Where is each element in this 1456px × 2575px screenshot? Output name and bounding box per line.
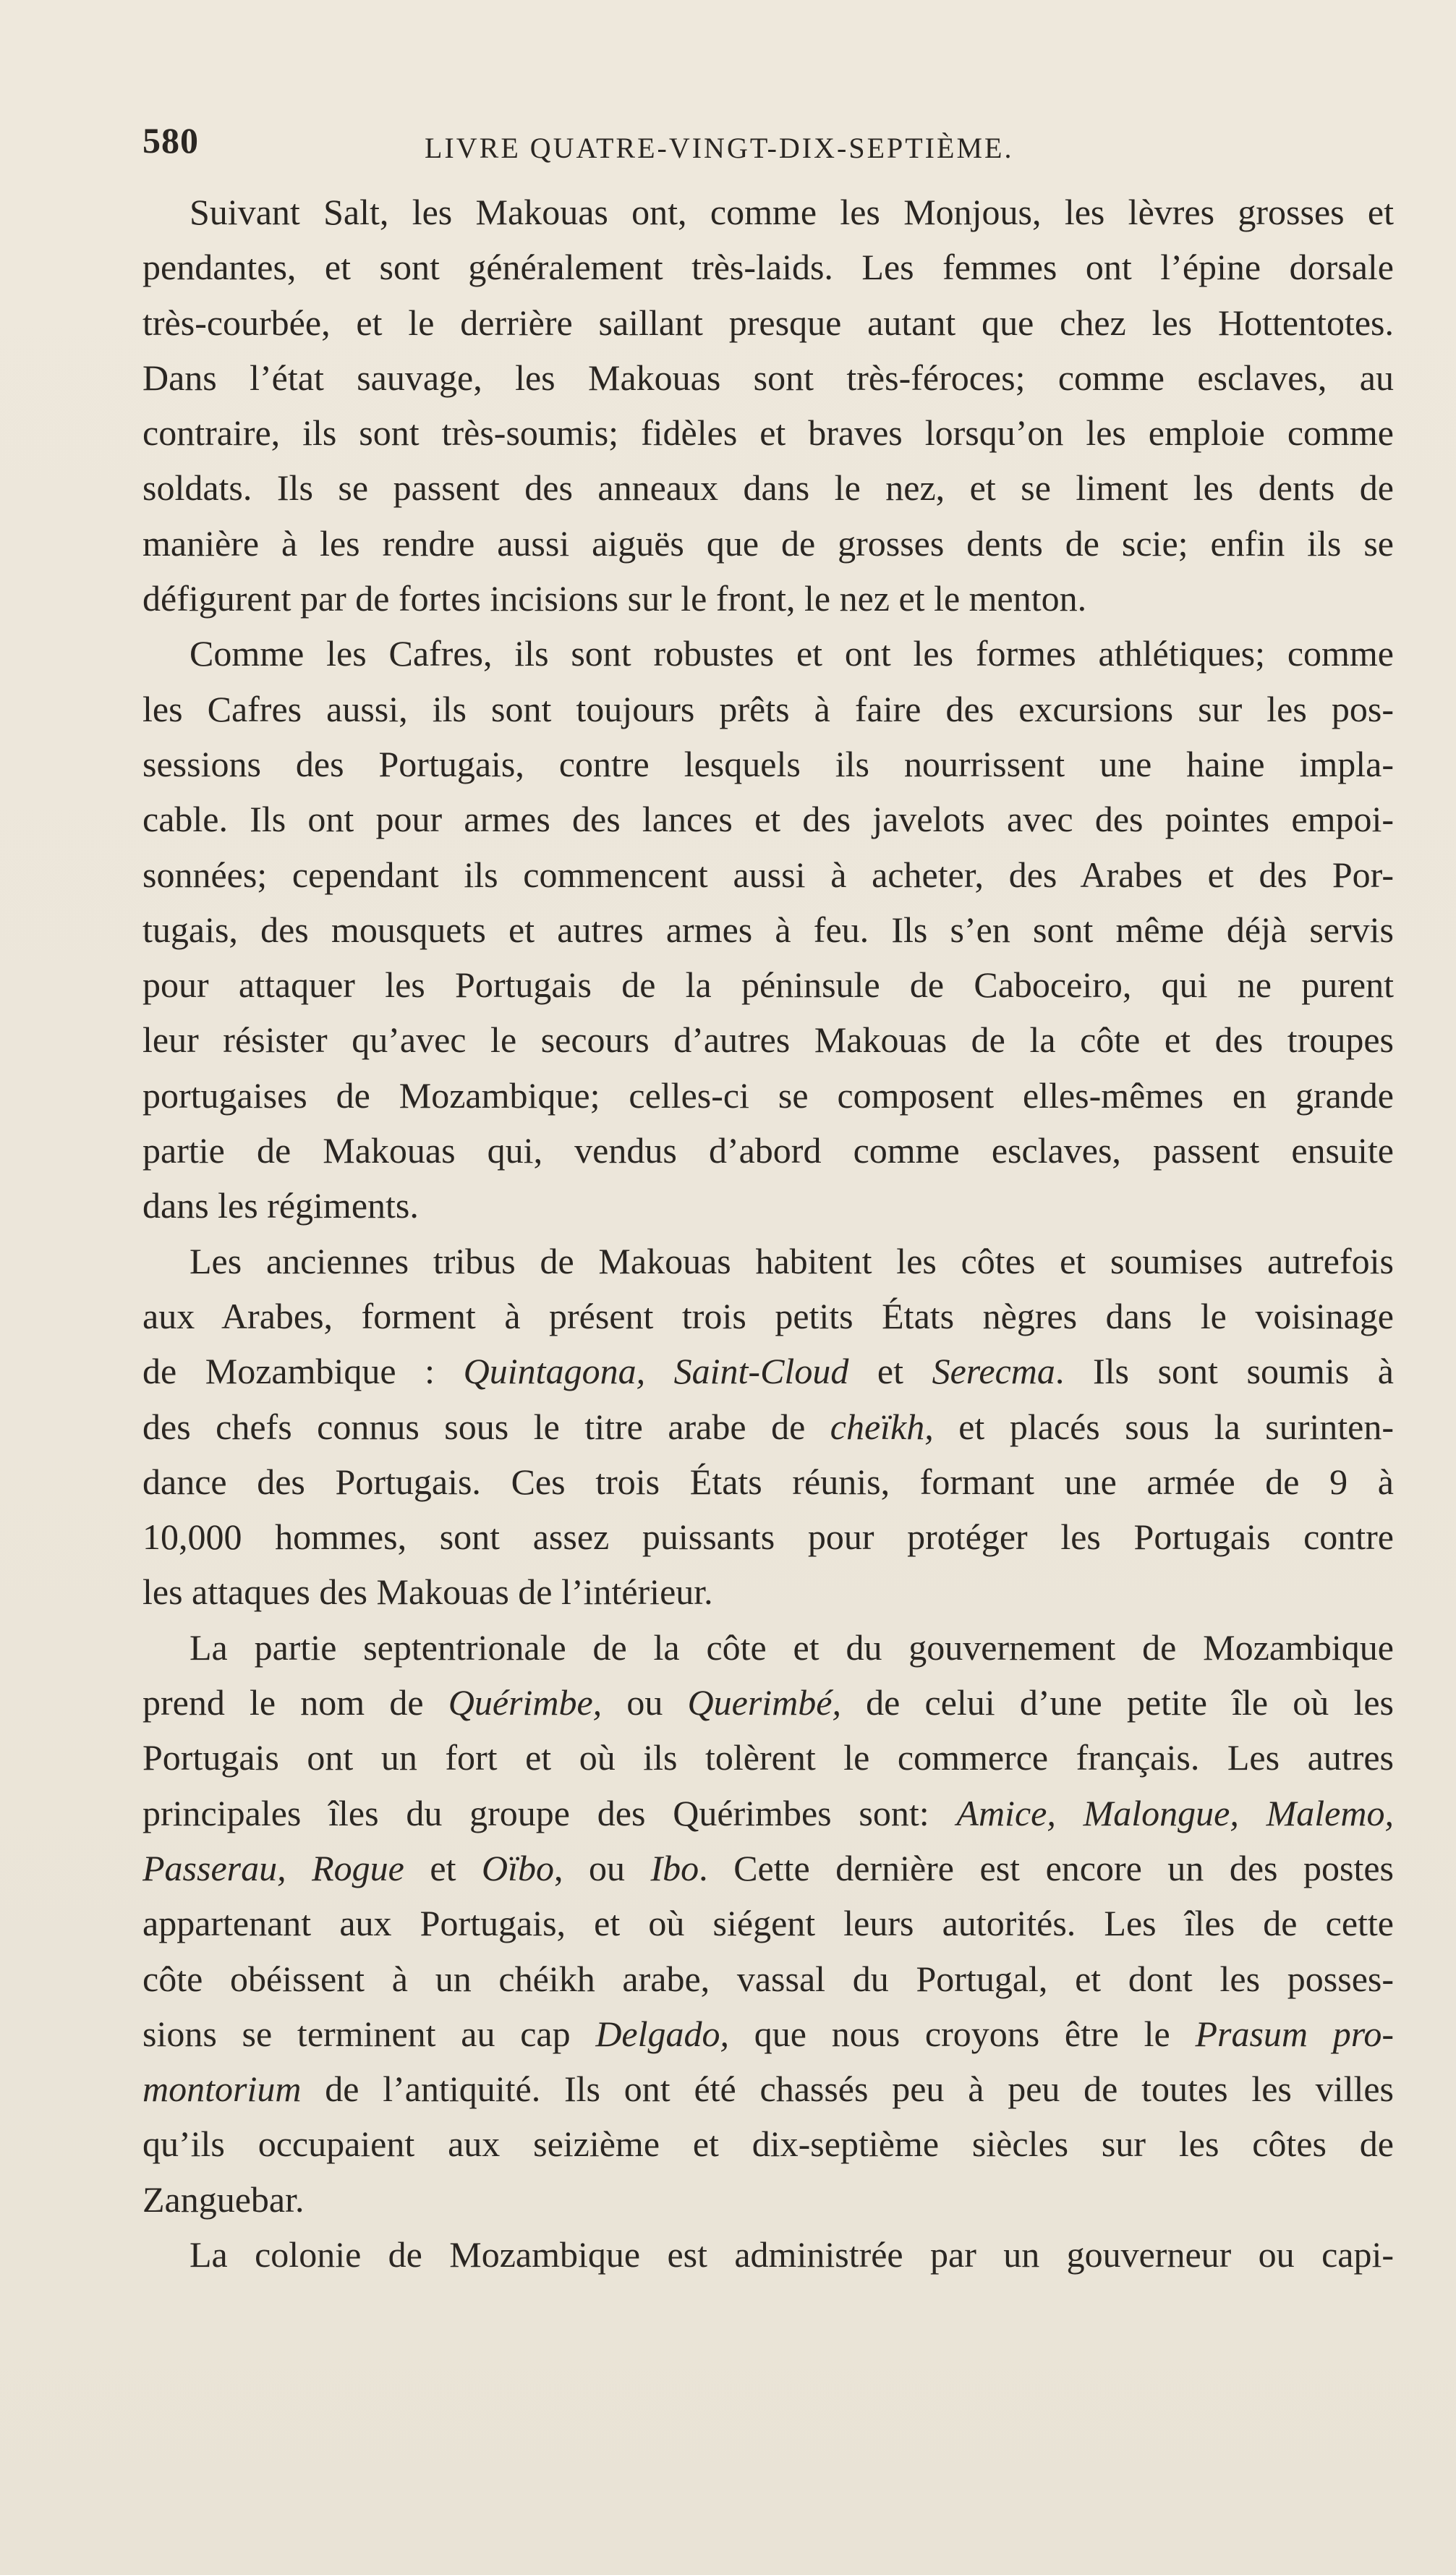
running-title: LIVRE QUATRE-VINGT-DIX-SEPTIÈME. (425, 132, 1014, 164)
text-line: les Cafres aussi, ils sont toujours prêts à faire des excursions sur les pos- (142, 688, 1394, 729)
text-line: Suivant Salt, les Makouas ont, comme les Monjous, les lèvres grosses et (190, 192, 1394, 232)
text-run: et (404, 1847, 482, 1888)
body-text (142, 184, 1394, 2282)
text-line: portugaises de Mozambique; celles-ci se composent elles-mêmes en grande (142, 1074, 1394, 1116)
text-line: pour attaquer les Portugais de la péninsule de Caboceiro, qui ne purent (142, 964, 1394, 1006)
text-run: ou (602, 1682, 688, 1723)
text-line: 10,000 hommes, sont assez puissants pour protéger les Portugais contre (142, 1516, 1394, 1558)
text-line: qu’ils occupaient aux seizième et dix-septième siècles sur les côtes de (142, 2124, 1394, 2165)
text-line (142, 1786, 1394, 1841)
place-names: Quintagona, Saint-Cloud (463, 1351, 849, 1392)
place-name: Ibo (650, 1847, 699, 1888)
text-line: leur résister qu’avec le secours d’autres Makouas de la côte et des troupes (142, 1019, 1394, 1061)
text-run: prend le nom de (142, 1682, 448, 1723)
page-header (142, 119, 1394, 170)
text-line: pendantes, et sont généralement très-laids. Les femmes ont l’épine dorsale (142, 247, 1394, 288)
page-number: 580 (142, 120, 199, 161)
text-line: les attaques des Makouas de l’intérieur. (142, 1571, 713, 1613)
text-line: soldats. Ils se passent des anneaux dans le nez, et se liment les dents de (142, 467, 1394, 509)
latin-term: montorium (142, 2069, 302, 2110)
text-line: La partie septentrionale de la côte et du gouvernement de Mozambique (190, 1626, 1394, 1668)
place-names: Passerau, Rogue (142, 1847, 404, 1888)
text-line: dans les régiments. (142, 1185, 419, 1226)
text-line: contraire, ils sont très-soumis; fidèles et braves lorsqu’on les emploie comme (142, 412, 1394, 454)
place-name: Querimbé, (687, 1682, 841, 1723)
text-line: appartenant aux Portugais, et où siégent leurs autorités. Les îles de cette (142, 1903, 1394, 1944)
text-line: aux Arabes, forment à présent trois petits États nègres dans le voisinage (142, 1295, 1394, 1336)
text-line: dance des Portugais. Ces trois États réunis, formant une armée de 9 à (142, 1461, 1394, 1502)
text-line: manière à les rendre aussi aiguës que de grosses dents de scie; enfin ils se (142, 522, 1394, 564)
text-line: cable. Ils ont pour armes des lances et des javelots avec des pointes empoi- (142, 799, 1394, 840)
text-run: et placés sous la surinten- (933, 1406, 1394, 1447)
place-names: Amice, Malongue, Malemo, (956, 1792, 1394, 1833)
text-line (142, 1344, 1394, 1399)
text-line: sonnées; cependant ils commencent aussi à acheter, des Arabes et des Por- (142, 854, 1394, 895)
place-name: Quérimbe, (448, 1682, 603, 1723)
text-line: Les anciennes tribus de Makouas habitent les côtes et soumises autrefois (190, 1240, 1394, 1281)
text-line (142, 1675, 1394, 1730)
title-term: cheïkh, (830, 1406, 934, 1447)
text-line (142, 1841, 1394, 1896)
place-name: Oïbo (481, 1847, 554, 1888)
text-line: tugais, des mousquets et autres armes à feu. Ils s’en sont même déjà servis (142, 909, 1394, 950)
text-line: Portugais ont un fort et où ils tolèrent le commerce français. Les autres (142, 1737, 1394, 1778)
text-line (142, 2061, 1394, 2116)
text-run: . Cette dernière est encore un des postes (699, 1847, 1394, 1888)
text-line: très-courbée, et le derrière saillant presque autant que chez les Hottentotes. (142, 302, 1394, 343)
text-line: défigurent par de fortes incisions sur le front, le nez et le menton. (142, 578, 1087, 619)
text-line: Zanguebar. (142, 2179, 305, 2220)
text-line: Comme les Cafres, ils sont robustes et ont les formes athlétiques; comme (190, 633, 1394, 674)
text-run: principales îles du groupe des Quérimbes sont: (142, 1792, 957, 1833)
text-line: La colonie de Mozambique est administrée par un gouverneur ou capi- (190, 2233, 1394, 2275)
place-name: Serecma (932, 1351, 1055, 1392)
text-run: , ou (553, 1847, 651, 1888)
text-run: de l’antiquité. Ils ont été chassés peu à peu de toutes les villes (301, 2069, 1394, 2110)
text-run: des chefs connus sous le titre arabe de (142, 1406, 830, 1447)
place-name: Delgado, (595, 2013, 730, 2054)
text-run: de Mozambique : (142, 1351, 464, 1392)
text-line: sessions des Portugais, contre lesquels ils nourrissent une haine impla- (142, 743, 1394, 784)
text-run: que nous croyons être le (729, 2013, 1196, 2054)
latin-term: Prasum pro- (1195, 2013, 1394, 2054)
text-run: . Ils sont soumis à (1055, 1351, 1394, 1392)
text-line: partie de Makouas qui, vendus d’abord comme esclaves, passent ensuite (142, 1130, 1394, 1171)
text-run: et (848, 1351, 932, 1392)
text-line: Dans l’état sauvage, les Makouas sont très-féroces; comme esclaves, au (142, 357, 1394, 398)
text-line (142, 2006, 1394, 2061)
text-line: côte obéissent à un chéikh arabe, vassal du Portugal, et dont les posses- (142, 1958, 1394, 1999)
text-run: sions se terminent au cap (142, 2013, 596, 2054)
text-run: de celui d’une petite île où les (840, 1682, 1394, 1723)
text-line (142, 1399, 1394, 1454)
